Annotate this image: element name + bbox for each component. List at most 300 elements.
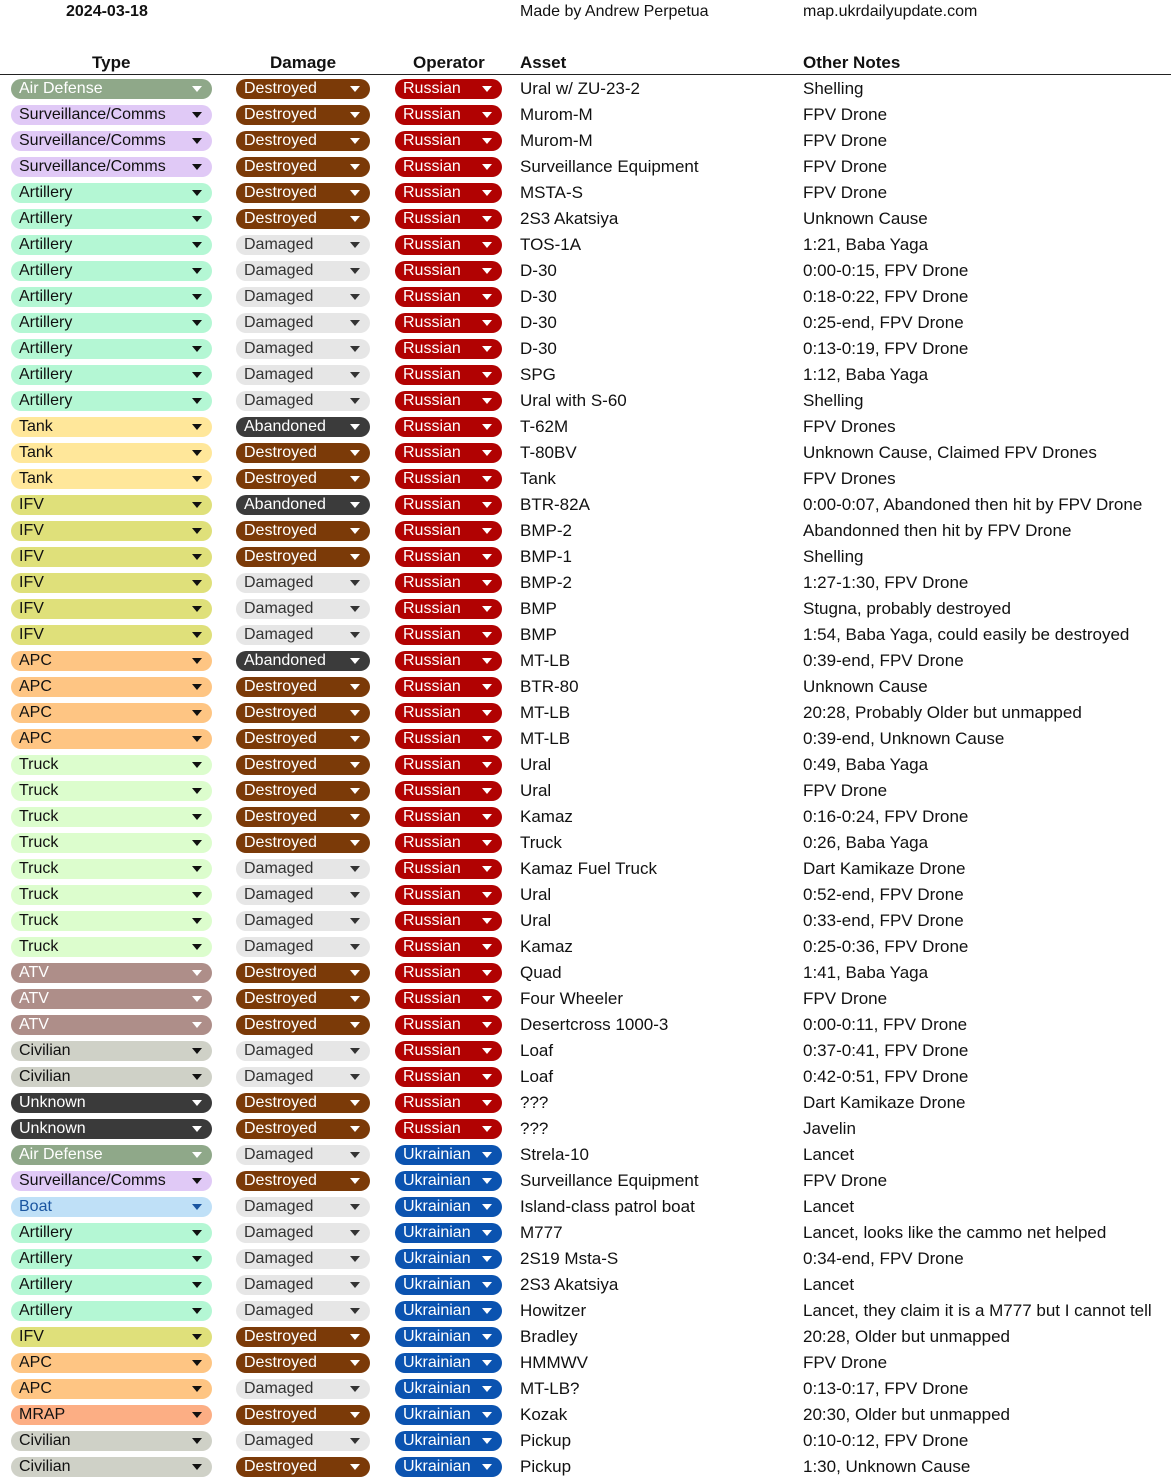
asset-cell[interactable]: MT-LB? <box>520 1379 580 1398</box>
dropdown-arrow-icon[interactable] <box>482 840 492 846</box>
operator-dropdown[interactable] <box>395 859 502 879</box>
type-dropdown[interactable] <box>11 183 212 203</box>
dropdown-arrow-icon[interactable] <box>482 138 492 144</box>
operator-dropdown[interactable] <box>395 1431 502 1451</box>
notes-cell[interactable]: 0:33-end, FPV Drone <box>803 911 964 930</box>
asset-cell[interactable]: T-80BV <box>520 443 577 462</box>
dropdown-arrow-icon[interactable] <box>350 1412 360 1418</box>
type-dropdown[interactable] <box>11 1249 212 1269</box>
dropdown-arrow-icon[interactable] <box>350 814 360 820</box>
dropdown-arrow-icon[interactable] <box>192 398 202 404</box>
dropdown-arrow-icon[interactable] <box>192 1230 202 1236</box>
damage-dropdown[interactable] <box>236 1015 370 1035</box>
asset-cell[interactable]: MT-LB <box>520 651 571 670</box>
asset-cell[interactable]: ??? <box>520 1119 549 1138</box>
asset-cell[interactable]: T-62M <box>520 417 569 436</box>
damage-dropdown[interactable] <box>236 1041 370 1061</box>
damage-dropdown[interactable] <box>236 183 370 203</box>
dropdown-arrow-icon[interactable] <box>350 1074 360 1080</box>
type-dropdown[interactable] <box>11 1067 212 1087</box>
type-dropdown[interactable] <box>11 547 212 567</box>
damage-dropdown[interactable] <box>236 339 370 359</box>
operator-dropdown[interactable] <box>395 79 502 99</box>
dropdown-arrow-icon[interactable] <box>482 242 492 248</box>
operator-dropdown[interactable] <box>395 1327 502 1347</box>
dropdown-arrow-icon[interactable] <box>192 762 202 768</box>
dropdown-arrow-icon[interactable] <box>482 762 492 768</box>
dropdown-arrow-icon[interactable] <box>482 814 492 820</box>
dropdown-arrow-icon[interactable] <box>192 1256 202 1262</box>
notes-cell[interactable]: Shelling <box>803 79 864 98</box>
asset-cell[interactable]: BMP <box>520 599 557 618</box>
damage-dropdown[interactable] <box>236 105 370 125</box>
notes-cell[interactable]: FPV Drone <box>803 183 888 202</box>
dropdown-arrow-icon[interactable] <box>482 164 492 170</box>
dropdown-arrow-icon[interactable] <box>350 840 360 846</box>
operator-dropdown[interactable] <box>395 521 502 541</box>
dropdown-arrow-icon[interactable] <box>192 1386 202 1392</box>
operator-dropdown[interactable] <box>395 729 502 749</box>
dropdown-arrow-icon[interactable] <box>350 658 360 664</box>
notes-cell[interactable]: Lancet <box>803 1197 855 1216</box>
type-dropdown[interactable] <box>11 105 212 125</box>
type-dropdown[interactable] <box>11 1171 212 1191</box>
type-dropdown[interactable] <box>11 1223 212 1243</box>
dropdown-arrow-icon[interactable] <box>350 268 360 274</box>
operator-dropdown[interactable] <box>395 1171 502 1191</box>
dropdown-arrow-icon[interactable] <box>350 1308 360 1314</box>
damage-dropdown[interactable] <box>236 1353 370 1373</box>
type-dropdown[interactable] <box>11 1015 212 1035</box>
notes-cell[interactable]: FPV Drone <box>803 781 888 800</box>
type-dropdown[interactable] <box>11 1041 212 1061</box>
dropdown-arrow-icon[interactable] <box>350 528 360 534</box>
notes-cell[interactable]: Shelling <box>803 391 864 410</box>
type-dropdown[interactable] <box>11 1431 212 1451</box>
dropdown-arrow-icon[interactable] <box>192 372 202 378</box>
damage-dropdown[interactable] <box>236 209 370 229</box>
dropdown-arrow-icon[interactable] <box>482 996 492 1002</box>
type-dropdown[interactable] <box>11 79 212 99</box>
notes-cell[interactable]: Stugna, probably destroyed <box>803 599 1011 618</box>
notes-cell[interactable]: Lancet <box>803 1145 855 1164</box>
dropdown-arrow-icon[interactable] <box>192 736 202 742</box>
damage-dropdown[interactable] <box>236 261 370 281</box>
dropdown-arrow-icon[interactable] <box>192 112 202 118</box>
type-dropdown[interactable] <box>11 417 212 437</box>
notes-cell[interactable]: 1:54, Baba Yaga, could easily be destroyed <box>803 625 1130 644</box>
dropdown-arrow-icon[interactable] <box>350 112 360 118</box>
notes-cell[interactable]: 0:49, Baba Yaga <box>803 755 929 774</box>
dropdown-arrow-icon[interactable] <box>192 944 202 950</box>
dropdown-arrow-icon[interactable] <box>350 1152 360 1158</box>
notes-cell[interactable]: 0:00-0:15, FPV Drone <box>803 261 969 280</box>
dropdown-arrow-icon[interactable] <box>350 86 360 92</box>
damage-dropdown[interactable] <box>236 1431 370 1451</box>
type-dropdown[interactable] <box>11 833 212 853</box>
dropdown-arrow-icon[interactable] <box>350 1178 360 1184</box>
dropdown-arrow-icon[interactable] <box>192 632 202 638</box>
dropdown-arrow-icon[interactable] <box>350 1204 360 1210</box>
dropdown-arrow-icon[interactable] <box>482 86 492 92</box>
asset-cell[interactable]: Pickup <box>520 1431 572 1450</box>
damage-dropdown[interactable] <box>236 677 370 697</box>
asset-cell[interactable]: Island-class patrol boat <box>520 1197 695 1216</box>
type-dropdown[interactable] <box>11 313 212 333</box>
dropdown-arrow-icon[interactable] <box>192 996 202 1002</box>
asset-cell[interactable]: Ural <box>520 885 552 904</box>
damage-dropdown[interactable] <box>236 1405 370 1425</box>
damage-dropdown[interactable] <box>236 1301 370 1321</box>
notes-cell[interactable]: 0:10-0:12, FPV Drone <box>803 1431 969 1450</box>
notes-cell[interactable]: Dart Kamikaze Drone <box>803 1093 966 1112</box>
operator-dropdown[interactable] <box>395 209 502 229</box>
type-dropdown[interactable] <box>11 729 212 749</box>
dropdown-arrow-icon[interactable] <box>482 580 492 586</box>
asset-cell[interactable]: Strela-10 <box>520 1145 589 1164</box>
type-dropdown[interactable] <box>11 157 212 177</box>
type-dropdown[interactable] <box>11 599 212 619</box>
type-dropdown[interactable] <box>11 1145 212 1165</box>
dropdown-arrow-icon[interactable] <box>350 554 360 560</box>
operator-dropdown[interactable] <box>395 807 502 827</box>
dropdown-arrow-icon[interactable] <box>192 1074 202 1080</box>
damage-dropdown[interactable] <box>236 495 370 515</box>
operator-dropdown[interactable] <box>395 391 502 411</box>
notes-cell[interactable]: 20:30, Older but unmapped <box>803 1405 1010 1424</box>
notes-cell[interactable]: 0:37-0:41, FPV Drone <box>803 1041 969 1060</box>
asset-cell[interactable]: 2S3 Akatsiya <box>520 209 619 228</box>
notes-cell[interactable]: Dart Kamikaze Drone <box>803 859 966 878</box>
notes-cell[interactable]: 0:39-end, FPV Drone <box>803 651 964 670</box>
dropdown-arrow-icon[interactable] <box>350 736 360 742</box>
operator-dropdown[interactable] <box>395 755 502 775</box>
damage-dropdown[interactable] <box>236 1197 370 1217</box>
dropdown-arrow-icon[interactable] <box>482 554 492 560</box>
type-dropdown[interactable] <box>11 573 212 593</box>
damage-dropdown[interactable] <box>236 1119 370 1139</box>
dropdown-arrow-icon[interactable] <box>350 866 360 872</box>
damage-dropdown[interactable] <box>236 287 370 307</box>
dropdown-arrow-icon[interactable] <box>192 1126 202 1132</box>
asset-cell[interactable]: Kamaz Fuel Truck <box>520 859 657 878</box>
asset-cell[interactable]: BMP-2 <box>520 521 572 540</box>
damage-dropdown[interactable] <box>236 989 370 1009</box>
notes-cell[interactable]: 1:27-1:30, FPV Drone <box>803 573 969 592</box>
dropdown-arrow-icon[interactable] <box>482 1334 492 1340</box>
dropdown-arrow-icon[interactable] <box>350 164 360 170</box>
asset-cell[interactable]: Four Wheeler <box>520 989 623 1008</box>
damage-dropdown[interactable] <box>236 469 370 489</box>
operator-dropdown[interactable] <box>395 1301 502 1321</box>
dropdown-arrow-icon[interactable] <box>192 918 202 924</box>
dropdown-arrow-icon[interactable] <box>192 476 202 482</box>
notes-cell[interactable]: 1:12, Baba Yaga <box>803 365 929 384</box>
damage-dropdown[interactable] <box>236 573 370 593</box>
type-dropdown[interactable] <box>11 365 212 385</box>
operator-dropdown[interactable] <box>395 703 502 723</box>
type-dropdown[interactable] <box>11 1353 212 1373</box>
operator-dropdown[interactable] <box>395 1197 502 1217</box>
dropdown-arrow-icon[interactable] <box>192 1178 202 1184</box>
dropdown-arrow-icon[interactable] <box>350 502 360 508</box>
dropdown-arrow-icon[interactable] <box>192 86 202 92</box>
dropdown-arrow-icon[interactable] <box>350 1022 360 1028</box>
notes-cell[interactable]: Lancet, they claim it is a M777 but I cannot tell <box>803 1301 1152 1320</box>
operator-dropdown[interactable] <box>395 1145 502 1165</box>
type-dropdown[interactable] <box>11 677 212 697</box>
notes-cell[interactable]: Unknown Cause <box>803 677 928 696</box>
notes-cell[interactable]: 0:16-0:24, FPV Drone <box>803 807 969 826</box>
notes-cell[interactable]: FPV Drones <box>803 417 896 436</box>
notes-cell[interactable]: Lancet <box>803 1275 855 1294</box>
damage-dropdown[interactable] <box>236 157 370 177</box>
asset-cell[interactable]: Howitzer <box>520 1301 587 1320</box>
dropdown-arrow-icon[interactable] <box>482 1100 492 1106</box>
dropdown-arrow-icon[interactable] <box>350 476 360 482</box>
damage-dropdown[interactable] <box>236 79 370 99</box>
dropdown-arrow-icon[interactable] <box>192 1048 202 1054</box>
type-dropdown[interactable] <box>11 625 212 645</box>
notes-cell[interactable]: Shelling <box>803 547 864 566</box>
column-header-notes[interactable]: Other Notes <box>803 53 901 72</box>
damage-dropdown[interactable] <box>236 937 370 957</box>
column-header-operator[interactable]: Operator <box>413 53 485 72</box>
asset-cell[interactable]: 2S3 Akatsiya <box>520 1275 619 1294</box>
dropdown-arrow-icon[interactable] <box>482 1048 492 1054</box>
dropdown-arrow-icon[interactable] <box>350 996 360 1002</box>
notes-cell[interactable]: FPV Drone <box>803 131 888 150</box>
dropdown-arrow-icon[interactable] <box>350 450 360 456</box>
operator-dropdown[interactable] <box>395 885 502 905</box>
dropdown-arrow-icon[interactable] <box>482 1256 492 1262</box>
operator-dropdown[interactable] <box>395 1093 502 1113</box>
operator-dropdown[interactable] <box>395 1353 502 1373</box>
asset-cell[interactable]: Loaf <box>520 1041 554 1060</box>
dropdown-arrow-icon[interactable] <box>482 346 492 352</box>
operator-dropdown[interactable] <box>395 1223 502 1243</box>
damage-dropdown[interactable] <box>236 599 370 619</box>
damage-dropdown[interactable] <box>236 1223 370 1243</box>
dropdown-arrow-icon[interactable] <box>482 398 492 404</box>
damage-dropdown[interactable] <box>236 443 370 463</box>
notes-cell[interactable]: Unknown Cause <box>803 209 928 228</box>
damage-dropdown[interactable] <box>236 365 370 385</box>
damage-dropdown[interactable] <box>236 729 370 749</box>
dropdown-arrow-icon[interactable] <box>192 1412 202 1418</box>
dropdown-arrow-icon[interactable] <box>350 1438 360 1444</box>
notes-cell[interactable]: FPV Drones <box>803 469 896 488</box>
damage-dropdown[interactable] <box>236 703 370 723</box>
dropdown-arrow-icon[interactable] <box>350 294 360 300</box>
operator-dropdown[interactable] <box>395 1015 502 1035</box>
notes-cell[interactable]: FPV Drone <box>803 1171 888 1190</box>
notes-cell[interactable]: 20:28, Probably Older but unmapped <box>803 703 1082 722</box>
dropdown-arrow-icon[interactable] <box>350 918 360 924</box>
dropdown-arrow-icon[interactable] <box>482 788 492 794</box>
operator-dropdown[interactable] <box>395 495 502 515</box>
dropdown-arrow-icon[interactable] <box>482 268 492 274</box>
dropdown-arrow-icon[interactable] <box>192 1438 202 1444</box>
damage-dropdown[interactable] <box>236 1067 370 1087</box>
operator-dropdown[interactable] <box>395 313 502 333</box>
dropdown-arrow-icon[interactable] <box>192 528 202 534</box>
dropdown-arrow-icon[interactable] <box>192 606 202 612</box>
notes-cell[interactable]: Abandonned then hit by FPV Drone <box>803 521 1072 540</box>
notes-cell[interactable]: FPV Drone <box>803 1353 888 1372</box>
dropdown-arrow-icon[interactable] <box>350 1048 360 1054</box>
dropdown-arrow-icon[interactable] <box>482 502 492 508</box>
notes-cell[interactable]: FPV Drone <box>803 105 888 124</box>
dropdown-arrow-icon[interactable] <box>192 554 202 560</box>
notes-cell[interactable]: 0:42-0:51, FPV Drone <box>803 1067 969 1086</box>
type-dropdown[interactable] <box>11 1275 212 1295</box>
dropdown-arrow-icon[interactable] <box>482 710 492 716</box>
dropdown-arrow-icon[interactable] <box>192 788 202 794</box>
notes-cell[interactable]: Unknown Cause, Claimed FPV Drones <box>803 443 1097 462</box>
operator-dropdown[interactable] <box>395 365 502 385</box>
notes-cell[interactable]: 1:30, Unknown Cause <box>803 1457 971 1476</box>
asset-cell[interactable]: Surveillance Equipment <box>520 157 699 176</box>
dropdown-arrow-icon[interactable] <box>350 1334 360 1340</box>
dropdown-arrow-icon[interactable] <box>192 320 202 326</box>
operator-dropdown[interactable] <box>395 651 502 671</box>
operator-dropdown[interactable] <box>395 443 502 463</box>
dropdown-arrow-icon[interactable] <box>482 1308 492 1314</box>
dropdown-arrow-icon[interactable] <box>350 346 360 352</box>
damage-dropdown[interactable] <box>236 911 370 931</box>
asset-cell[interactable]: Pickup <box>520 1457 572 1476</box>
dropdown-arrow-icon[interactable] <box>482 970 492 976</box>
dropdown-arrow-icon[interactable] <box>192 1152 202 1158</box>
column-header-damage[interactable]: Damage <box>270 53 337 72</box>
type-dropdown[interactable] <box>11 1379 212 1399</box>
damage-dropdown[interactable] <box>236 625 370 645</box>
operator-dropdown[interactable] <box>395 1275 502 1295</box>
damage-dropdown[interactable] <box>236 547 370 567</box>
dropdown-arrow-icon[interactable] <box>192 866 202 872</box>
operator-dropdown[interactable] <box>395 469 502 489</box>
asset-cell[interactable]: Ural <box>520 755 552 774</box>
asset-cell[interactable]: Murom-M <box>520 131 593 150</box>
dropdown-arrow-icon[interactable] <box>350 1100 360 1106</box>
asset-cell[interactable]: Truck <box>520 833 562 852</box>
type-dropdown[interactable] <box>11 781 212 801</box>
type-dropdown[interactable] <box>11 937 212 957</box>
damage-dropdown[interactable] <box>236 651 370 671</box>
notes-cell[interactable]: FPV Drone <box>803 989 888 1008</box>
dropdown-arrow-icon[interactable] <box>482 866 492 872</box>
dropdown-arrow-icon[interactable] <box>482 528 492 534</box>
dropdown-arrow-icon[interactable] <box>192 502 202 508</box>
asset-cell[interactable]: Ural <box>520 781 552 800</box>
notes-cell[interactable]: 1:21, Baba Yaga <box>803 235 929 254</box>
operator-dropdown[interactable] <box>395 937 502 957</box>
operator-dropdown[interactable] <box>395 287 502 307</box>
asset-cell[interactable]: Quad <box>520 963 562 982</box>
asset-cell[interactable]: HMMWV <box>520 1353 588 1372</box>
dropdown-arrow-icon[interactable] <box>482 1412 492 1418</box>
dropdown-arrow-icon[interactable] <box>482 918 492 924</box>
dropdown-arrow-icon[interactable] <box>350 762 360 768</box>
dropdown-arrow-icon[interactable] <box>350 1256 360 1262</box>
type-dropdown[interactable] <box>11 443 212 463</box>
type-dropdown[interactable] <box>11 235 212 255</box>
dropdown-arrow-icon[interactable] <box>350 398 360 404</box>
notes-cell[interactable]: 0:39-end, Unknown Cause <box>803 729 1005 748</box>
notes-cell[interactable]: 20:28, Older but unmapped <box>803 1327 1010 1346</box>
dropdown-arrow-icon[interactable] <box>350 788 360 794</box>
dropdown-arrow-icon[interactable] <box>350 606 360 612</box>
dropdown-arrow-icon[interactable] <box>192 658 202 664</box>
asset-cell[interactable]: D-30 <box>520 287 557 306</box>
operator-dropdown[interactable] <box>395 1379 502 1399</box>
operator-dropdown[interactable] <box>395 963 502 983</box>
asset-cell[interactable]: MT-LB <box>520 703 571 722</box>
damage-dropdown[interactable] <box>236 391 370 411</box>
dropdown-arrow-icon[interactable] <box>192 1308 202 1314</box>
dropdown-arrow-icon[interactable] <box>482 190 492 196</box>
type-dropdown[interactable] <box>11 1301 212 1321</box>
dropdown-arrow-icon[interactable] <box>482 1360 492 1366</box>
type-dropdown[interactable] <box>11 469 212 489</box>
asset-cell[interactable]: Kamaz <box>520 807 573 826</box>
type-dropdown[interactable] <box>11 209 212 229</box>
dropdown-arrow-icon[interactable] <box>482 424 492 430</box>
notes-cell[interactable]: 0:25-end, FPV Drone <box>803 313 964 332</box>
damage-dropdown[interactable] <box>236 1457 370 1477</box>
dropdown-arrow-icon[interactable] <box>192 190 202 196</box>
asset-cell[interactable]: 2S19 Msta-S <box>520 1249 619 1268</box>
operator-dropdown[interactable] <box>395 157 502 177</box>
type-dropdown[interactable] <box>11 495 212 515</box>
damage-dropdown[interactable] <box>236 1249 370 1269</box>
operator-dropdown[interactable] <box>395 625 502 645</box>
dropdown-arrow-icon[interactable] <box>482 658 492 664</box>
damage-dropdown[interactable] <box>236 313 370 333</box>
dropdown-arrow-icon[interactable] <box>192 1360 202 1366</box>
type-dropdown[interactable] <box>11 963 212 983</box>
dropdown-arrow-icon[interactable] <box>192 684 202 690</box>
type-dropdown[interactable] <box>11 807 212 827</box>
dropdown-arrow-icon[interactable] <box>350 892 360 898</box>
dropdown-arrow-icon[interactable] <box>192 1334 202 1340</box>
asset-cell[interactable]: Loaf <box>520 1067 554 1086</box>
type-dropdown[interactable] <box>11 521 212 541</box>
type-dropdown[interactable] <box>11 1197 212 1217</box>
asset-cell[interactable]: D-30 <box>520 313 557 332</box>
dropdown-arrow-icon[interactable] <box>350 970 360 976</box>
type-dropdown[interactable] <box>11 339 212 359</box>
operator-dropdown[interactable] <box>395 1119 502 1139</box>
operator-dropdown[interactable] <box>395 417 502 437</box>
dropdown-arrow-icon[interactable] <box>192 242 202 248</box>
dropdown-arrow-icon[interactable] <box>482 1464 492 1470</box>
damage-dropdown[interactable] <box>236 963 370 983</box>
notes-cell[interactable]: 0:13-0:19, FPV Drone <box>803 339 969 358</box>
damage-dropdown[interactable] <box>236 1171 370 1191</box>
operator-dropdown[interactable] <box>395 989 502 1009</box>
notes-cell[interactable]: 0:34-end, FPV Drone <box>803 1249 964 1268</box>
dropdown-arrow-icon[interactable] <box>482 1386 492 1392</box>
damage-dropdown[interactable] <box>236 417 370 437</box>
dropdown-arrow-icon[interactable] <box>192 1100 202 1106</box>
type-dropdown[interactable] <box>11 755 212 775</box>
operator-dropdown[interactable] <box>395 235 502 255</box>
dropdown-arrow-icon[interactable] <box>482 320 492 326</box>
asset-cell[interactable]: Desertcross 1000-3 <box>520 1015 669 1034</box>
dropdown-arrow-icon[interactable] <box>350 138 360 144</box>
